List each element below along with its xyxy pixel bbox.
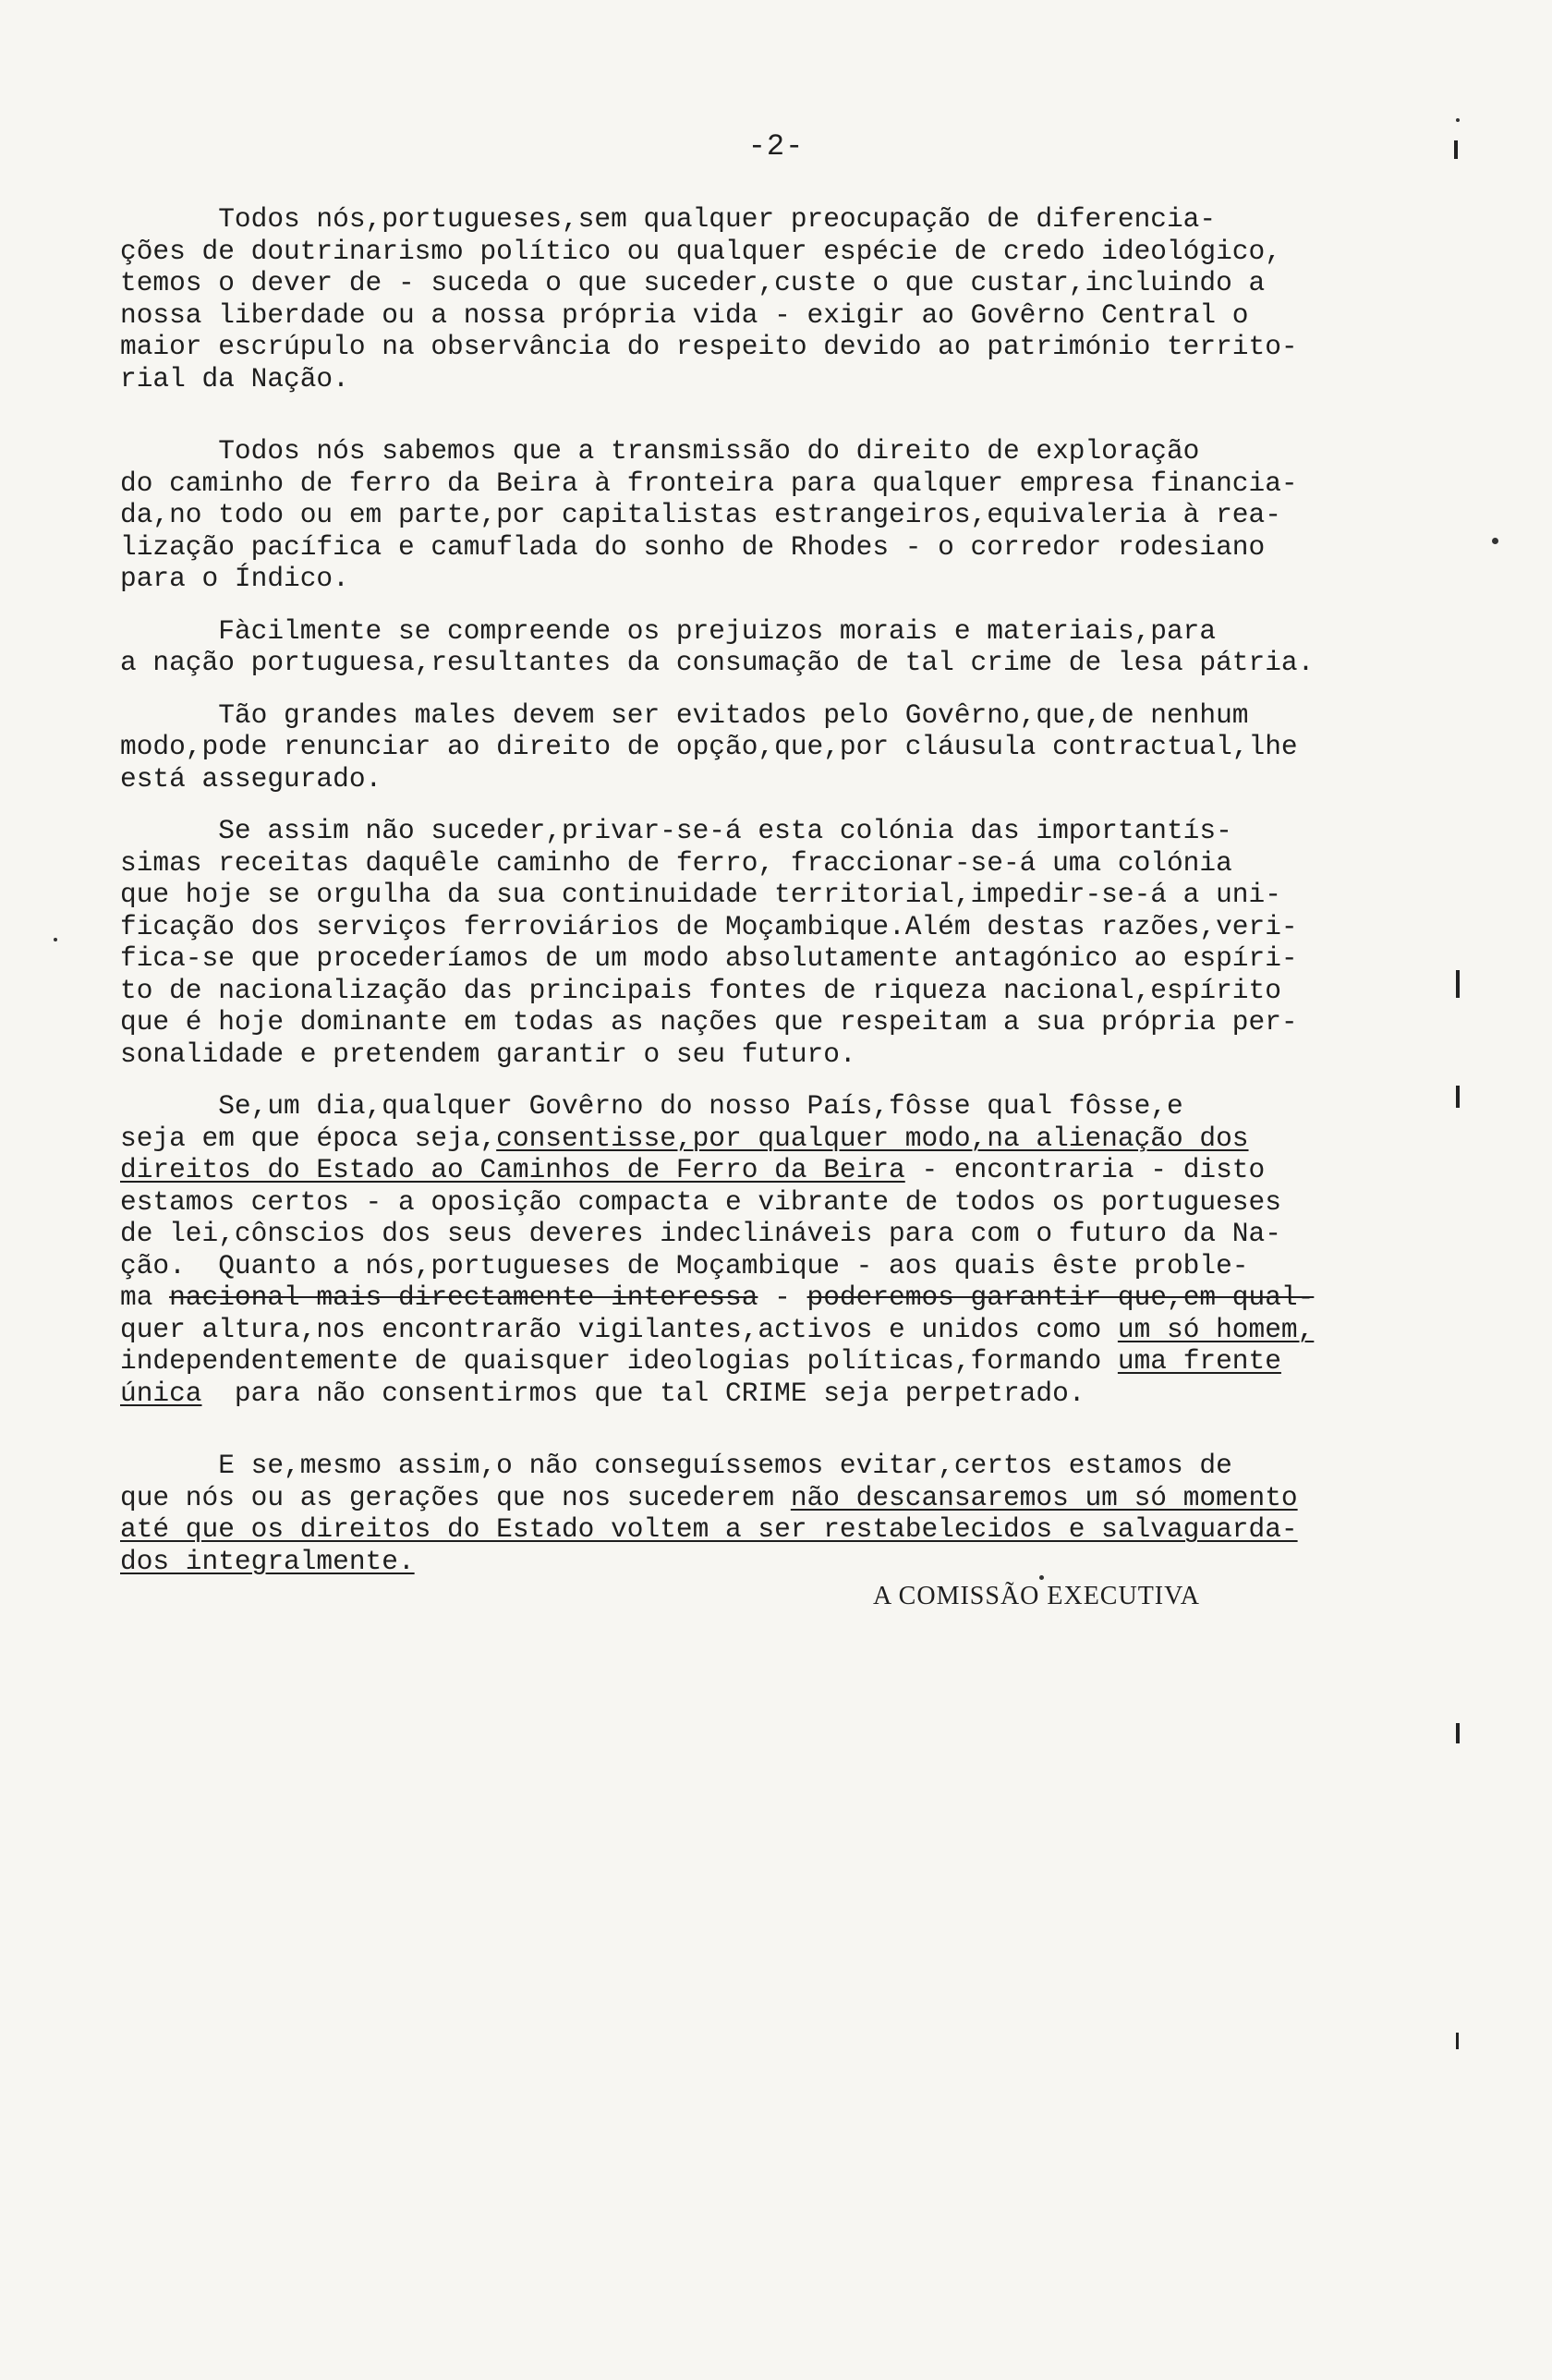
text-line [120, 1546, 1450, 1578]
text-segment: estamos certos - a oposição compacta e vibrante de todos os portugueses [120, 1185, 1281, 1218]
text-segment: ma [120, 1281, 170, 1313]
margin-mark [1456, 2033, 1459, 2049]
text-segment: Se assim não suceder,privar-se-á esta colónia das importantís- [120, 815, 1232, 846]
paragraph-gap [120, 1409, 1450, 1450]
margin-mark [1456, 1086, 1460, 1108]
text-segment: maior escrúpulo na observância do respeito devido ao património territo- [120, 331, 1298, 362]
text-segment: sonalidade e pretendem garantir o seu futuro. [120, 1038, 856, 1070]
text-line [120, 975, 1450, 1007]
text-segment: independentemente de quaisquer ideologias políticas,formando [120, 1345, 1118, 1377]
text-line [120, 615, 1450, 648]
text-line [120, 911, 1450, 943]
margin-speck [1039, 1575, 1044, 1580]
text-segment: ficação dos serviços ferroviários de Moçambique.Além destas razões,veri- [120, 910, 1298, 942]
margin-speck [1492, 538, 1498, 544]
underlined-text: um só homem, [1117, 1313, 1315, 1345]
text-line [120, 1090, 1450, 1123]
text-segment: que é hoje dominante em todas as nações que respeitam a sua própria per- [120, 1006, 1298, 1038]
text-line [120, 499, 1450, 531]
text-line [120, 731, 1450, 763]
text-segment: lização pacífica e camuflada do sonho de Rhodes - o corredor rodesiano [120, 530, 1266, 563]
text-segment: ção. Quanto a nós,portugueses de Moçambique - aos quais êste proble- [120, 1249, 1249, 1281]
text-segment: Fàcilmente se compreende os prejuizos morais e materiais,para [120, 614, 1217, 647]
text-segment: de lei,cônscios dos seus deveres indeclináveis para com o futuro da Na- [120, 1218, 1281, 1249]
text-line [120, 1123, 1450, 1155]
paragraph [120, 203, 1450, 395]
text-line [120, 699, 1450, 732]
underlined-text: uma frente [1117, 1345, 1281, 1377]
margin-speck [1456, 118, 1460, 122]
text-segment: que hoje se orgulha da sua continuidade territorial,impedir-se-á a uni- [120, 879, 1281, 910]
paragraph [120, 699, 1450, 795]
text-line [120, 435, 1450, 468]
paragraph [120, 815, 1450, 1070]
margin-speck [54, 938, 57, 941]
text-segment: que nós ou as gerações que nos sucederem [120, 1481, 791, 1513]
text-segment: nossa liberdade ou a nossa própria vida - exigir ao Govêrno Central o [120, 298, 1249, 331]
text-segment: temos o dever de - suceda o que suceder,custe o que custar,incluindo a [120, 267, 1266, 298]
text-segment: para não consentirmos que tal CRIME seja perpetrado. [201, 1377, 1085, 1409]
signature-line: A COMISSÃO EXECUTIVA [873, 1582, 1200, 1610]
paragraph-gap [120, 795, 1450, 815]
text-line [120, 1513, 1450, 1546]
underlined-text: consentisse,por qualquer modo,na alienação dos [496, 1122, 1249, 1154]
underlined-text: única [120, 1377, 202, 1409]
text-line [120, 1314, 1450, 1346]
struck-text: poderemos garantir que,em qual- [806, 1281, 1315, 1313]
text-line [120, 203, 1450, 236]
paragraph-gap [120, 395, 1450, 435]
text-line [120, 1345, 1450, 1378]
paragraph [120, 435, 1450, 595]
text-segment: a nação portuguesa,resultantes da consumação de tal crime de lesa pátria. [120, 647, 1315, 678]
text-segment: to de nacionalização das principais fontes de riqueza nacional,espírito [120, 974, 1281, 1006]
text-segment: do caminho de ferro da Beira à fronteira para qualquer empresa financia- [120, 467, 1298, 499]
text-segment: seja em que época seja, [120, 1122, 497, 1154]
text-line [120, 468, 1450, 500]
text-segment: - encontraria - disto [904, 1154, 1266, 1185]
margin-mark [1456, 1723, 1460, 1743]
margin-mark [1454, 140, 1458, 159]
paragraph-gap [120, 679, 1450, 699]
text-segment: para o Índico. [120, 563, 349, 594]
text-line [120, 1250, 1450, 1282]
underlined-text: direitos do Estado ao Caminhos de Ferro da Beira [120, 1154, 905, 1185]
text-line [120, 763, 1450, 795]
text-segment: Se,um dia,qualquer Govêrno do nosso País,fôsse qual fôsse,e [120, 1090, 1183, 1122]
text-line [120, 1038, 1450, 1071]
paragraph [120, 615, 1450, 679]
document-body [120, 203, 1450, 1577]
page-number: -2- [747, 129, 805, 164]
text-line [120, 236, 1450, 268]
text-segment: E se,mesmo assim,o não conseguíssemos evitar,certos estamos de [120, 1450, 1232, 1481]
underlined-text: dos integralmente. [120, 1545, 415, 1577]
text-segment: - [758, 1281, 807, 1313]
text-line [120, 647, 1450, 679]
text-line [120, 942, 1450, 975]
text-line [120, 1281, 1450, 1314]
text-segment: ções de doutrinarismo político ou qualquer espécie de credo ideológico, [120, 235, 1281, 267]
text-line [120, 1378, 1450, 1410]
underlined-text: até que os direitos do Estado voltem a ser restabelecidos e salvaguarda- [120, 1513, 1298, 1545]
text-segment: modo,pode renunciar ao direito de opção,que,por cláusula contractual,lhe [120, 731, 1298, 762]
text-line [120, 1006, 1450, 1038]
text-segment: Tão grandes males devem ser evitados pelo Govêrno,que,de nenhum [120, 698, 1249, 731]
text-segment: da,no todo ou em parte,por capitalistas estrangeiros,equivaleria à rea- [120, 499, 1281, 530]
text-line [120, 299, 1450, 332]
text-segment: rial da Nação. [120, 362, 349, 395]
text-segment: quer altura,nos encontrarão vigilantes,activos e unidos como [120, 1313, 1118, 1345]
text-line [120, 331, 1450, 363]
text-segment: fica-se que procederíamos de um modo absolutamente antagónico ao espíri- [120, 942, 1298, 974]
text-line [120, 847, 1450, 880]
underlined-text: não descansaremos um só momento [790, 1481, 1298, 1513]
text-line [120, 1450, 1450, 1482]
paragraph-gap [120, 595, 1450, 615]
text-segment: Todos nós sabemos que a transmissão do direito de exploração [120, 435, 1200, 467]
text-line [120, 531, 1450, 564]
struck-text: nacional mais directamente interessa [169, 1281, 758, 1313]
paragraph-gap [120, 1070, 1450, 1090]
margin-mark [1456, 970, 1460, 998]
text-line [120, 1154, 1450, 1186]
text-line [120, 1482, 1450, 1514]
paragraph [120, 1450, 1450, 1577]
text-segment: Todos nós,portugueses,sem qualquer preocupação de diferencia- [120, 203, 1217, 235]
text-line [120, 879, 1450, 911]
text-line [120, 815, 1450, 847]
paragraph [120, 1090, 1450, 1409]
text-line [120, 563, 1450, 595]
text-line [120, 1186, 1450, 1219]
text-line [120, 363, 1450, 395]
text-line [120, 1218, 1450, 1250]
text-segment: simas receitas daquêle caminho de ferro, fraccionar-se-á uma colónia [120, 846, 1232, 879]
text-line [120, 267, 1450, 299]
text-segment: está assegurado. [120, 762, 382, 795]
